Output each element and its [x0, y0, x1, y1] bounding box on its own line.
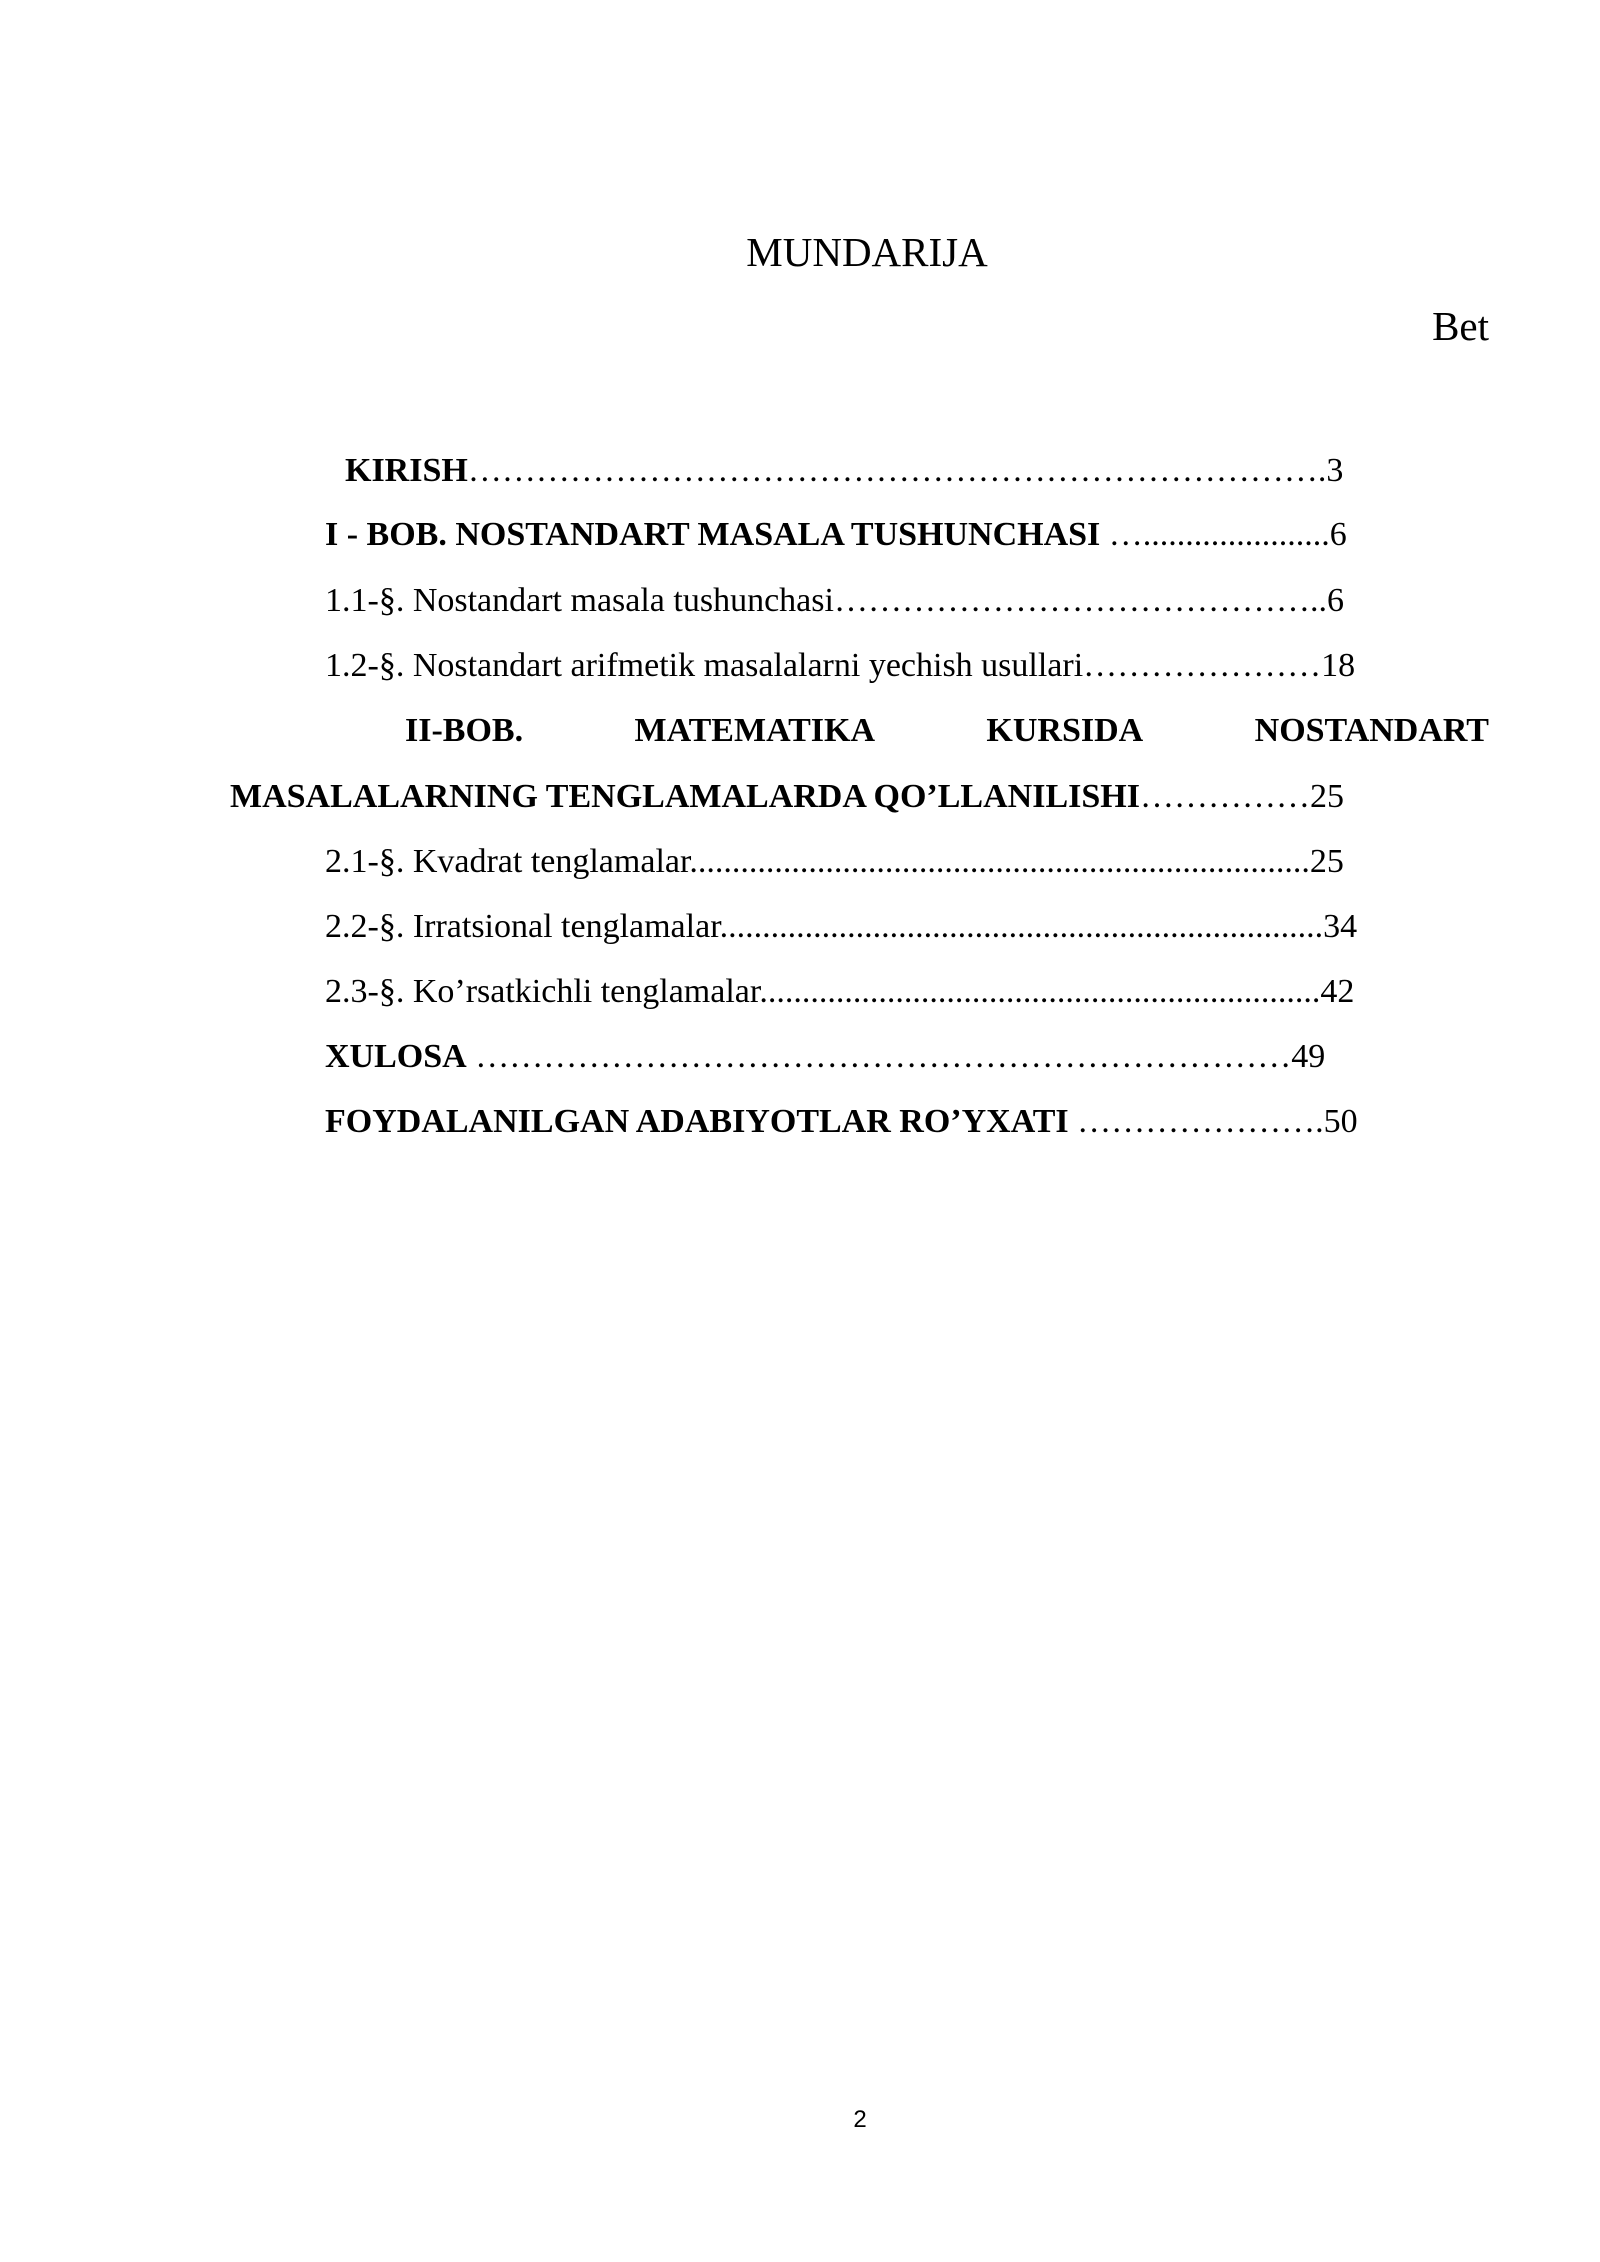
toc-leader-dots: ………………… [1083, 647, 1322, 684]
page-title: MUNDARIJA [746, 229, 988, 275]
toc-page-number: 3 [1326, 452, 1344, 489]
page-column-label: Bet [1432, 303, 1489, 349]
toc-entry-section-2-2 [325, 906, 1357, 948]
toc-entry-label: I - BOB. NOSTANDART MASALA TUSHUNCHASI [325, 516, 1101, 553]
toc-leader-dots: …………………………………………………………………. [467, 452, 1327, 489]
toc-entry-xulosa [325, 1036, 1325, 1078]
toc-leader-dots: …………………………………….. [833, 582, 1327, 619]
toc-entry-label: 1.2-§. Nostandart arifmetik masalalarni yechish usullari [325, 647, 1084, 684]
toc-entry-label: XULOSA [325, 1038, 467, 1075]
toc-leader-dots: ....................................................................... [719, 908, 1324, 945]
toc-entry-label: KIRISH [345, 452, 468, 489]
page-number: 2 [853, 2106, 867, 2133]
toc-page-number: 18 [1321, 647, 1356, 684]
toc-entry-chapter-2-line-1 [405, 710, 1489, 752]
chapter-2-word: KURSIDA [986, 712, 1144, 749]
toc-leader-dots: ……………………………………………………………… [466, 1038, 1292, 1075]
toc-entry-label: 2.1-§. Kvadrat tenglamalar [325, 843, 690, 880]
toc-entry-kirish [345, 450, 1343, 492]
toc-entry-references [325, 1101, 1358, 1143]
toc-page-number: 25 [1309, 843, 1344, 880]
chapter-2-word: NOSTANDART [1254, 712, 1489, 749]
toc-entry-section-2-3 [325, 971, 1354, 1013]
chapter-2-word: MATEMATIKA [634, 712, 876, 749]
toc-leader-dots: …...................... [1100, 516, 1330, 553]
toc-entry-label: FOYDALANILGAN ADABIYOTLAR RO’YXATI [325, 1103, 1069, 1140]
toc-page-number: 6 [1326, 582, 1344, 619]
toc-page-number: 50 [1323, 1103, 1358, 1140]
toc-page-number: 34 [1323, 908, 1358, 945]
toc-entry-label: MASALALARNING TENGLAMALARDA QO’LLANILISHI [230, 778, 1140, 815]
toc-leader-dots: …………………. [1068, 1103, 1324, 1140]
toc-entry-chapter-2-line-2 [230, 776, 1344, 818]
toc-leader-dots: …………… [1139, 778, 1310, 815]
toc-entry-chapter-1 [325, 514, 1347, 556]
toc-page-number: 25 [1309, 778, 1344, 815]
toc-leader-dots: .................................................................. [759, 973, 1321, 1010]
toc-page-number: 42 [1320, 973, 1355, 1010]
chapter-2-word: II-BOB. [405, 712, 524, 749]
toc-entry-section-1-1 [325, 580, 1344, 622]
toc-entry-section-2-1 [325, 841, 1344, 883]
toc-page-number: 49 [1291, 1038, 1326, 1075]
toc-page-number: 6 [1329, 516, 1347, 553]
toc-entry-section-1-2 [325, 645, 1355, 687]
toc-entry-label: 1.1-§. Nostandart masala tushunchasi [325, 582, 834, 619]
toc-entry-label: 2.2-§. Irratsional tenglamalar [325, 908, 720, 945]
toc-leader-dots: ......................................................................... [689, 843, 1310, 880]
toc-entry-label: 2.3-§. Ko’rsatkichli tenglamalar [325, 973, 760, 1010]
